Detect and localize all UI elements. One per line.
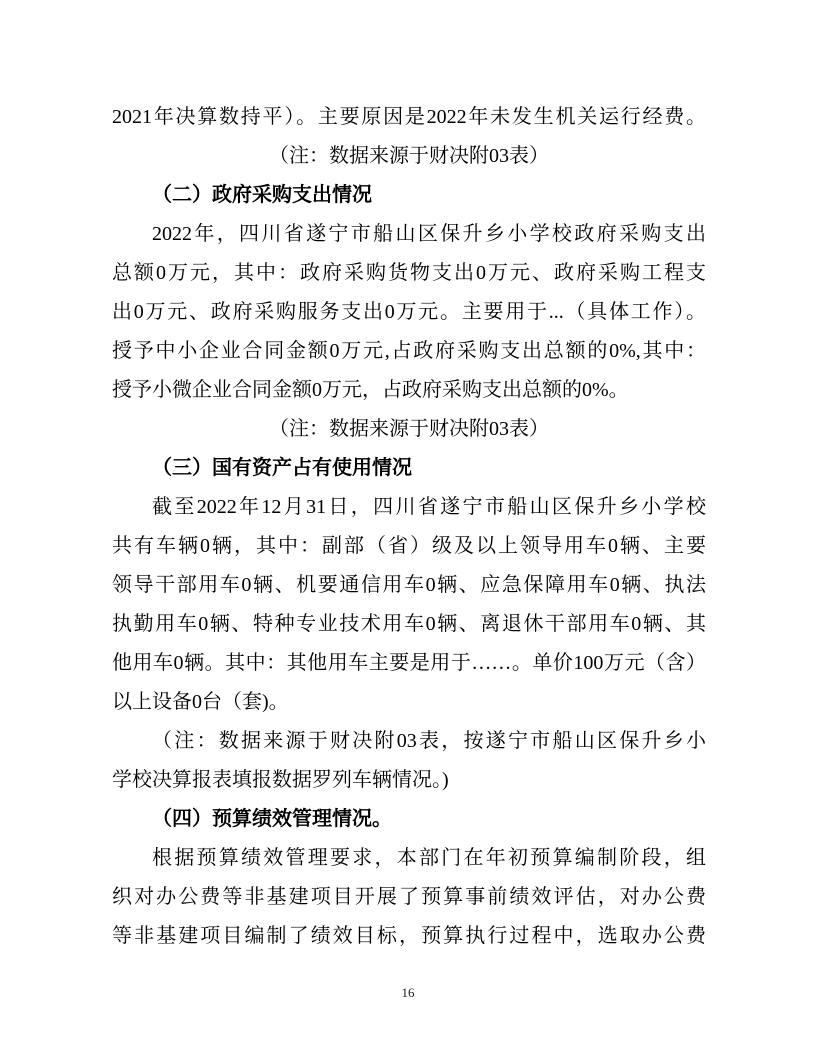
section-heading: （二）政府采购支出情况 xyxy=(152,184,372,206)
text-content xyxy=(112,98,706,956)
text-line: 共有车辆0辆，其中：副部（省）级及以上领导用车0辆、主要 xyxy=(112,535,706,557)
text-line: 截至2022年12月31日，四川省遂宁市船山区保升乡小学校 xyxy=(152,496,706,518)
text-line: 以上设备0台（套)。 xyxy=(112,691,289,713)
text-line: 2021年决算数持平）。主要原因是2022年未发生机关运行经费。 xyxy=(112,106,706,128)
text-line: （注：数据来源于财决附03表，按遂宁市船山区保升乡小 xyxy=(152,730,706,752)
text-line: 学校决算报表填报数据罗列车辆情况。) xyxy=(112,769,449,791)
text-line: 出0万元、政府采购服务支出0万元。主要用于...（具体工作）。 xyxy=(112,301,706,323)
page-number: 16 xyxy=(401,985,415,1000)
text-line: 他用车0辆。其中：其他用车主要是用于……。单价100万元（含） xyxy=(112,652,706,674)
text-line: 领导干部用车0辆、机要通信用车0辆、应急保障用车0辆、执法 xyxy=(112,574,706,596)
note-line: （注：数据来源于财决附03表） xyxy=(269,145,549,167)
section-heading: （三）国有资产占有使用情况 xyxy=(152,457,412,479)
text-line: 执勤用车0辆、特种专业技术用车0辆、离退休干部用车0辆、其 xyxy=(112,613,706,635)
text-line: 等非基建项目编制了绩效目标，预算执行过程中，选取办公费 xyxy=(112,925,706,947)
text-line: 授予小微企业合同金额0万元，占政府采购支出总额的0%。 xyxy=(112,379,629,401)
text-line: 2022年，四川省遂宁市船山区保升乡小学校政府采购支出 xyxy=(152,223,706,245)
section-heading: （四）预算绩效管理情况。 xyxy=(152,808,392,830)
text-line: 织对办公费等非基建项目开展了预算事前绩效评估，对办公费 xyxy=(112,886,706,908)
text-line: 总额0万元，其中：政府采购货物支出0万元、政府采购工程支 xyxy=(112,262,706,284)
text-line: 授予中小企业合同金额0万元,占政府采购支出总额的0%,其中： xyxy=(112,340,706,362)
text-line: 根据预算绩效管理要求，本部门在年初预算编制阶段，组 xyxy=(152,847,706,869)
note-line: （注：数据来源于财决附03表） xyxy=(269,418,549,440)
